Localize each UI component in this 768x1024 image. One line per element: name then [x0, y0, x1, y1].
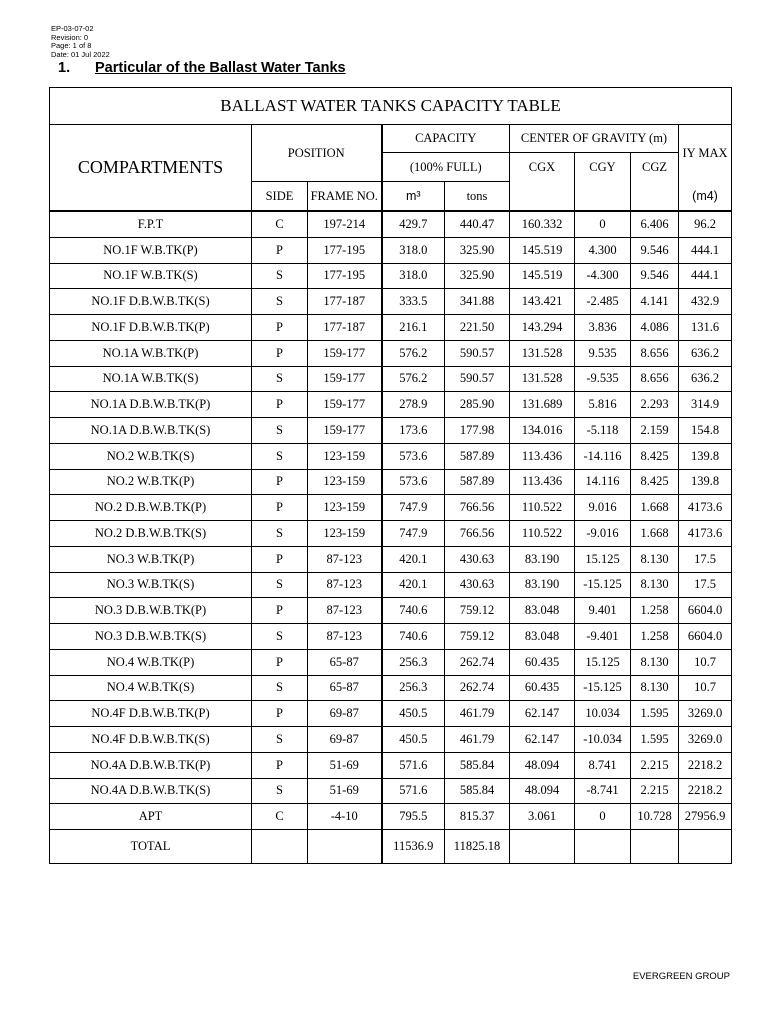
table-row: [50, 366, 732, 392]
cell-cgz: 9.546: [631, 237, 679, 263]
cell-iy-max: 96.2: [679, 211, 732, 237]
cell-capacity-m3: 420.1: [382, 572, 445, 598]
cell-iy-max: 139.8: [679, 443, 732, 469]
cell-cgx: 83.190: [510, 572, 575, 598]
cell-capacity-tons: 587.89: [445, 469, 510, 495]
cell-cgy: -9.016: [575, 521, 631, 547]
cell-capacity-tons: 341.88: [445, 289, 510, 315]
cell-side: P: [252, 469, 308, 495]
cell-cgy: -2.485: [575, 289, 631, 315]
cell-cgz: 8.656: [631, 366, 679, 392]
cell-cgx: 62.147: [510, 727, 575, 753]
cell-capacity-m3: 740.6: [382, 598, 445, 624]
cell-side: S: [252, 572, 308, 598]
table-row: [50, 263, 732, 289]
header-side: SIDE: [252, 182, 308, 212]
cell-frame-no: 159-177: [308, 340, 382, 366]
cell-capacity-m3: 573.6: [382, 469, 445, 495]
cell-side: S: [252, 778, 308, 804]
table-row: [50, 649, 732, 675]
document-code: EP-03-07-02: [51, 24, 94, 33]
cell-cgz: 1.595: [631, 727, 679, 753]
table-row: [50, 315, 732, 341]
cell-cgy: -4.300: [575, 263, 631, 289]
cell-cgy: 9.535: [575, 340, 631, 366]
header-capacity-sub: (100% FULL): [382, 153, 510, 182]
cell-cgz: 8.425: [631, 469, 679, 495]
total-iy-blank: [679, 830, 732, 864]
header-cgy: CGY: [575, 153, 631, 182]
cell-cgx: 110.522: [510, 521, 575, 547]
document-revision: Revision: 0: [51, 32, 89, 42]
cell-cgx: 131.689: [510, 392, 575, 418]
section-heading: [58, 60, 346, 76]
cell-side: S: [252, 263, 308, 289]
cell-capacity-m3: 576.2: [382, 366, 445, 392]
cell-cgz: 9.546: [631, 263, 679, 289]
cell-compartment: NO.1A W.B.TK(P): [50, 340, 252, 366]
cell-cgz: 1.258: [631, 624, 679, 650]
cell-cgy: 5.816: [575, 392, 631, 418]
header-cgz-blank: [631, 182, 679, 212]
cell-iy-max: 131.6: [679, 315, 732, 341]
cell-side: S: [252, 521, 308, 547]
cell-cgx: 143.294: [510, 315, 575, 341]
cell-cgx: 60.435: [510, 675, 575, 701]
cell-capacity-m3: 429.7: [382, 211, 445, 237]
cell-iy-max: 4173.6: [679, 521, 732, 547]
cell-compartment: NO.4F D.B.W.B.TK(S): [50, 727, 252, 753]
cell-cgy: 9.016: [575, 495, 631, 521]
table-row: [50, 289, 732, 315]
document-info: [51, 25, 110, 59]
cell-capacity-m3: 216.1: [382, 315, 445, 341]
section-title: Particular of the Ballast Water Tanks: [95, 60, 346, 76]
header-compartments: COMPARTMENTS: [50, 125, 252, 212]
cell-compartment: NO.1F W.B.TK(S): [50, 263, 252, 289]
cell-side: S: [252, 289, 308, 315]
cell-capacity-tons: 766.56: [445, 495, 510, 521]
cell-side: P: [252, 237, 308, 263]
cell-cgx: 48.094: [510, 778, 575, 804]
cell-compartment: NO.1F D.B.W.B.TK(P): [50, 315, 252, 341]
table-row: [50, 418, 732, 444]
cell-frame-no: 177-187: [308, 315, 382, 341]
cell-cgx: 160.332: [510, 211, 575, 237]
header-iy-max: IY MAX: [679, 125, 732, 182]
cell-cgx: 134.016: [510, 418, 575, 444]
cell-compartment: NO.2 D.B.W.B.TK(S): [50, 521, 252, 547]
cell-capacity-tons: 590.57: [445, 340, 510, 366]
cell-cgy: 4.300: [575, 237, 631, 263]
cell-compartment: NO.2 W.B.TK(P): [50, 469, 252, 495]
cell-compartment: NO.3 W.B.TK(P): [50, 546, 252, 572]
document-page: Page: 1 of 8: [51, 41, 92, 51]
table-row: [50, 598, 732, 624]
cell-capacity-tons: 221.50: [445, 315, 510, 341]
cell-cgy: -8.741: [575, 778, 631, 804]
cell-frame-no: 177-187: [308, 289, 382, 315]
cell-frame-no: 197-214: [308, 211, 382, 237]
cell-iy-max: 154.8: [679, 418, 732, 444]
cell-iy-max: 2218.2: [679, 778, 732, 804]
cell-frame-no: 65-87: [308, 675, 382, 701]
header-cgy-blank: [575, 182, 631, 212]
cell-side: P: [252, 392, 308, 418]
cell-compartment: NO.1A W.B.TK(S): [50, 366, 252, 392]
cell-side: C: [252, 211, 308, 237]
cell-capacity-m3: 571.6: [382, 752, 445, 778]
cell-cgz: 1.258: [631, 598, 679, 624]
cell-iy-max: 3269.0: [679, 701, 732, 727]
cell-frame-no: -4-10: [308, 804, 382, 830]
cell-capacity-m3: 450.5: [382, 701, 445, 727]
cell-frame-no: 51-69: [308, 752, 382, 778]
cell-frame-no: 123-159: [308, 443, 382, 469]
cell-cgy: 14.116: [575, 469, 631, 495]
cell-capacity-tons: 590.57: [445, 366, 510, 392]
cell-cgz: 4.141: [631, 289, 679, 315]
cell-compartment: NO.1F W.B.TK(P): [50, 237, 252, 263]
header-position: POSITION: [252, 125, 382, 182]
total-row: [50, 830, 732, 864]
cell-side: P: [252, 546, 308, 572]
cell-capacity-m3: 747.9: [382, 495, 445, 521]
cell-side: S: [252, 624, 308, 650]
cell-side: P: [252, 752, 308, 778]
cell-cgx: 60.435: [510, 649, 575, 675]
cell-cgy: 9.401: [575, 598, 631, 624]
cell-capacity-m3: 256.3: [382, 649, 445, 675]
cell-capacity-m3: 256.3: [382, 675, 445, 701]
cell-frame-no: 177-195: [308, 237, 382, 263]
cell-cgz: 1.595: [631, 701, 679, 727]
cell-cgx: 131.528: [510, 340, 575, 366]
total-m3: 11536.9: [382, 830, 445, 864]
table-row: [50, 572, 732, 598]
cell-compartment: APT: [50, 804, 252, 830]
table-row: [50, 727, 732, 753]
cell-side: P: [252, 701, 308, 727]
table-row: [50, 392, 732, 418]
cell-compartment: NO.1A D.B.W.B.TK(S): [50, 418, 252, 444]
table-row: [50, 211, 732, 237]
cell-cgz: 8.656: [631, 340, 679, 366]
cell-capacity-tons: 440.47: [445, 211, 510, 237]
cell-capacity-m3: 573.6: [382, 443, 445, 469]
header-cgz: CGZ: [631, 153, 679, 182]
total-cgx-blank: [510, 830, 575, 864]
table-row: [50, 546, 732, 572]
cell-capacity-tons: 262.74: [445, 675, 510, 701]
cell-cgz: 8.130: [631, 649, 679, 675]
cell-frame-no: 177-195: [308, 263, 382, 289]
cell-cgy: 10.034: [575, 701, 631, 727]
cell-iy-max: 10.7: [679, 649, 732, 675]
cell-frame-no: 159-177: [308, 418, 382, 444]
cell-cgy: -9.535: [575, 366, 631, 392]
cell-side: P: [252, 315, 308, 341]
cell-iy-max: 139.8: [679, 469, 732, 495]
total-frame-blank: [308, 830, 382, 864]
cell-capacity-tons: 759.12: [445, 624, 510, 650]
cell-cgy: -15.125: [575, 572, 631, 598]
cell-cgx: 143.421: [510, 289, 575, 315]
table-row: [50, 675, 732, 701]
cell-cgz: 8.130: [631, 675, 679, 701]
cell-capacity-m3: 420.1: [382, 546, 445, 572]
cell-side: P: [252, 598, 308, 624]
cell-side: S: [252, 727, 308, 753]
header-capacity: CAPACITY: [382, 125, 510, 153]
cell-compartment: NO.4 W.B.TK(S): [50, 675, 252, 701]
cell-capacity-tons: 585.84: [445, 778, 510, 804]
header-tons: tons: [445, 182, 510, 212]
cell-capacity-tons: 461.79: [445, 701, 510, 727]
cell-capacity-tons: 585.84: [445, 752, 510, 778]
cell-cgy: 3.836: [575, 315, 631, 341]
cell-cgz: 2.215: [631, 778, 679, 804]
cell-cgx: 83.048: [510, 624, 575, 650]
cell-iy-max: 444.1: [679, 237, 732, 263]
table-row: [50, 443, 732, 469]
cell-capacity-m3: 450.5: [382, 727, 445, 753]
cell-iy-max: 3269.0: [679, 727, 732, 753]
cell-iy-max: 2218.2: [679, 752, 732, 778]
cell-cgx: 145.519: [510, 237, 575, 263]
cell-side: P: [252, 649, 308, 675]
cell-iy-max: 17.5: [679, 572, 732, 598]
cell-cgz: 2.215: [631, 752, 679, 778]
cell-cgx: 83.048: [510, 598, 575, 624]
cell-capacity-m3: 278.9: [382, 392, 445, 418]
cell-cgy: -14.116: [575, 443, 631, 469]
cell-capacity-m3: 318.0: [382, 237, 445, 263]
cell-side: P: [252, 495, 308, 521]
table-row: [50, 624, 732, 650]
table-row: [50, 804, 732, 830]
ballast-capacity-table: [49, 87, 732, 864]
cell-frame-no: 69-87: [308, 727, 382, 753]
cell-capacity-m3: 173.6: [382, 418, 445, 444]
cell-side: S: [252, 675, 308, 701]
cell-capacity-m3: 576.2: [382, 340, 445, 366]
cell-cgz: 8.425: [631, 443, 679, 469]
cell-capacity-m3: 747.9: [382, 521, 445, 547]
cell-side: S: [252, 366, 308, 392]
cell-compartment: NO.4F D.B.W.B.TK(P): [50, 701, 252, 727]
cell-frame-no: 159-177: [308, 366, 382, 392]
table-row: [50, 521, 732, 547]
cell-capacity-tons: 285.90: [445, 392, 510, 418]
cell-compartment: F.P.T: [50, 211, 252, 237]
cell-cgx: 83.190: [510, 546, 575, 572]
cell-iy-max: 4173.6: [679, 495, 732, 521]
cell-cgy: -9.401: [575, 624, 631, 650]
cell-compartment: NO.4A D.B.W.B.TK(S): [50, 778, 252, 804]
cell-capacity-m3: 795.5: [382, 804, 445, 830]
cell-frame-no: 87-123: [308, 624, 382, 650]
cell-iy-max: 27956.9: [679, 804, 732, 830]
cell-cgx: 110.522: [510, 495, 575, 521]
cell-capacity-m3: 740.6: [382, 624, 445, 650]
cell-capacity-tons: 766.56: [445, 521, 510, 547]
cell-iy-max: 432.9: [679, 289, 732, 315]
table-row: [50, 752, 732, 778]
cell-cgy: -10.034: [575, 727, 631, 753]
cell-cgx: 48.094: [510, 752, 575, 778]
cell-frame-no: 69-87: [308, 701, 382, 727]
cell-side: P: [252, 340, 308, 366]
cell-cgz: 6.406: [631, 211, 679, 237]
cell-cgy: -5.118: [575, 418, 631, 444]
cell-capacity-tons: 325.90: [445, 263, 510, 289]
cell-compartment: NO.1F D.B.W.B.TK(S): [50, 289, 252, 315]
cell-cgy: 15.125: [575, 546, 631, 572]
cell-side: C: [252, 804, 308, 830]
cell-iy-max: 636.2: [679, 366, 732, 392]
table-title: BALLAST WATER TANKS CAPACITY TABLE: [50, 88, 732, 125]
total-cgy-blank: [575, 830, 631, 864]
cell-compartment: NO.2 D.B.W.B.TK(P): [50, 495, 252, 521]
cell-compartment: NO.3 D.B.W.B.TK(S): [50, 624, 252, 650]
cell-cgz: 1.668: [631, 521, 679, 547]
cell-side: S: [252, 443, 308, 469]
cell-capacity-tons: 325.90: [445, 237, 510, 263]
cell-cgx: 113.436: [510, 443, 575, 469]
cell-compartment: NO.3 D.B.W.B.TK(P): [50, 598, 252, 624]
cell-cgz: 1.668: [631, 495, 679, 521]
cell-capacity-tons: 262.74: [445, 649, 510, 675]
cell-cgz: 2.159: [631, 418, 679, 444]
cell-side: S: [252, 418, 308, 444]
cell-cgz: 8.130: [631, 572, 679, 598]
cell-iy-max: 10.7: [679, 675, 732, 701]
table-row: [50, 495, 732, 521]
cell-cgx: 131.528: [510, 366, 575, 392]
section-number: 1.: [58, 60, 71, 76]
document-date: Date: 01 Jul 2022: [51, 49, 110, 59]
cell-capacity-tons: 759.12: [445, 598, 510, 624]
cell-capacity-tons: 815.37: [445, 804, 510, 830]
cell-compartment: NO.4 W.B.TK(P): [50, 649, 252, 675]
cell-cgy: 15.125: [575, 649, 631, 675]
footer-company: EVERGREEN GROUP: [632, 971, 730, 982]
cell-compartment: NO.2 W.B.TK(S): [50, 443, 252, 469]
total-side-blank: [252, 830, 308, 864]
cell-iy-max: 17.5: [679, 546, 732, 572]
cell-frame-no: 123-159: [308, 469, 382, 495]
cell-capacity-tons: 430.63: [445, 572, 510, 598]
cell-iy-max: 636.2: [679, 340, 732, 366]
cell-cgx: 113.436: [510, 469, 575, 495]
cell-cgx: 62.147: [510, 701, 575, 727]
table-row: [50, 701, 732, 727]
cell-cgy: 8.741: [575, 752, 631, 778]
cell-cgy: 0: [575, 804, 631, 830]
cell-frame-no: 123-159: [308, 495, 382, 521]
cell-capacity-tons: 587.89: [445, 443, 510, 469]
header-center-of-gravity: CENTER OF GRAVITY (m): [510, 125, 679, 153]
table-row: [50, 778, 732, 804]
cell-cgz: 4.086: [631, 315, 679, 341]
cell-frame-no: 159-177: [308, 392, 382, 418]
total-label: TOTAL: [50, 830, 252, 864]
cell-frame-no: 87-123: [308, 572, 382, 598]
cell-frame-no: 123-159: [308, 521, 382, 547]
header-cgx-blank: [510, 182, 575, 212]
cell-cgx: 145.519: [510, 263, 575, 289]
cell-cgx: 3.061: [510, 804, 575, 830]
cell-cgz: 10.728: [631, 804, 679, 830]
cell-capacity-tons: 177.98: [445, 418, 510, 444]
table-row: [50, 469, 732, 495]
cell-iy-max: 6604.0: [679, 598, 732, 624]
cell-compartment: NO.4A D.B.W.B.TK(P): [50, 752, 252, 778]
cell-compartment: NO.1A D.B.W.B.TK(P): [50, 392, 252, 418]
cell-capacity-m3: 318.0: [382, 263, 445, 289]
cell-cgy: -15.125: [575, 675, 631, 701]
cell-frame-no: 65-87: [308, 649, 382, 675]
header-iy-unit: (m4): [679, 182, 732, 212]
header-m3: m³: [382, 182, 445, 212]
cell-capacity-tons: 461.79: [445, 727, 510, 753]
table-row: [50, 340, 732, 366]
cell-capacity-tons: 430.63: [445, 546, 510, 572]
cell-frame-no: 51-69: [308, 778, 382, 804]
cell-capacity-m3: 333.5: [382, 289, 445, 315]
cell-capacity-m3: 571.6: [382, 778, 445, 804]
table-row: [50, 237, 732, 263]
cell-iy-max: 6604.0: [679, 624, 732, 650]
total-tons: 11825.18: [445, 830, 510, 864]
cell-frame-no: 87-123: [308, 598, 382, 624]
cell-cgy: 0: [575, 211, 631, 237]
cell-cgz: 2.293: [631, 392, 679, 418]
cell-iy-max: 314.9: [679, 392, 732, 418]
total-cgz-blank: [631, 830, 679, 864]
cell-compartment: NO.3 W.B.TK(S): [50, 572, 252, 598]
cell-iy-max: 444.1: [679, 263, 732, 289]
cell-cgz: 8.130: [631, 546, 679, 572]
cell-frame-no: 87-123: [308, 546, 382, 572]
header-frame-no: FRAME NO.: [308, 182, 382, 212]
header-cgx: CGX: [510, 153, 575, 182]
